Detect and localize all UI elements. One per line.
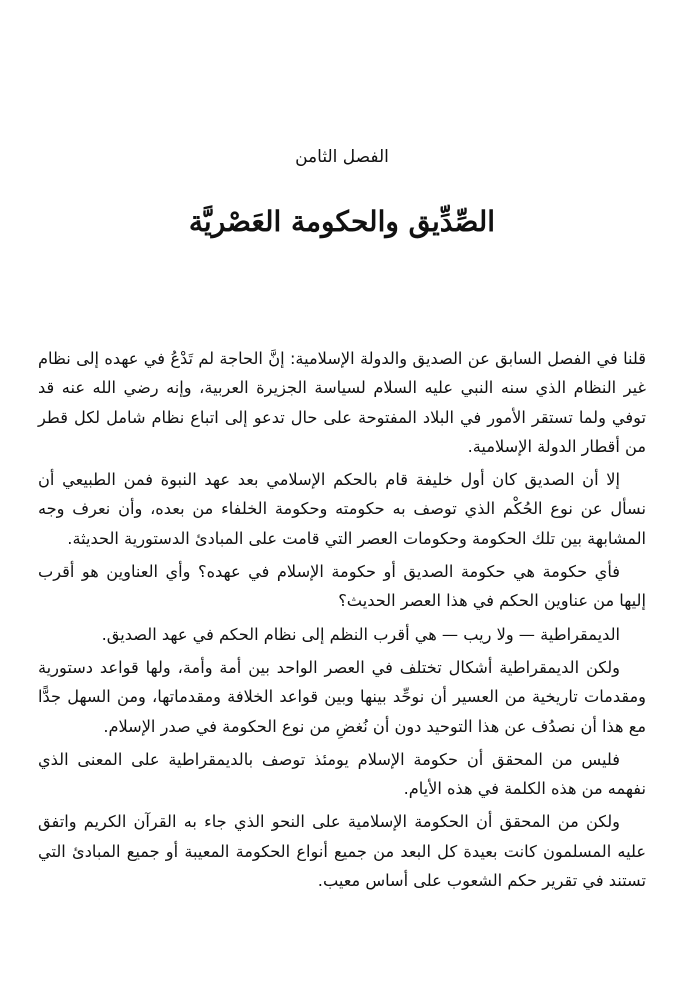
chapter-number-label: الفصل الثامن bbox=[295, 147, 389, 167]
paragraph-2: إلا أن الصديق كان أول خليفة قام بالحكم الإسلامي بعد عهد النبوة فمن الطبيعي أن نسأل عن نوع الحُكْم الذي توصف به حكومته وحكومة الخلفاء من بعده، وأن نعرف وجه المشابهة بين تلك الحكومة وحكومات العصر التي قامت على المبادئ الدستورية الحديثة. bbox=[38, 470, 646, 548]
paragraph-3: فأي حكومة هي حكومة الصديق أو حكومة الإسلام في عهده؟ وأي العناوين هو أقرب إليها من عناوين الحكم في هذا العصر الحديث؟ bbox=[38, 562, 646, 611]
chapter-body bbox=[38, 344, 646, 899]
paragraph-5: ولكن الديمقراطية أشكال تختلف في العصر الواحد بين أمة وأمة، ولها قواعد دستورية ومقدمات تاريخية من العسير أن نوحِّد بينها وبين قواعد الخلافة ومقدماتها، ومن السهل جدًّا مع هذا أن نصدُف عن هذا التوحيد دون أن نُغضِ من نوع الحكومة في صدر الإسلام. bbox=[38, 657, 646, 736]
paragraph-1: قلنا في الفصل السابق عن الصديق والدولة الإسلامية: إنَّ الحاجة لم تَدْعُ في عهده إلى نظام غير النظام الذي سنه النبي عليه السلام لسياسة الجزيرة العربية، وإنه رضي الله عنه قد توفي ولما تستقر الأمور في البلاد المفتوحة على حال تدعو إلى اتباع نظام شامل لكل قطر من أقطار الدولة الإسلامية. bbox=[38, 349, 646, 456]
chapter-title: الصِّدِّيق والحكومة العَصْريَّة bbox=[188, 205, 496, 238]
paragraph-6: فليس من المحقق أن حكومة الإسلام يومئذ توصف بالديمقراطية على المعنى الذي نفهمه من هذه الكلمة في هذه الأيام. bbox=[38, 749, 646, 799]
paragraph-7: ولكن من المحقق أن الحكومة الإسلامية على النحو الذي جاء به القرآن الكريم واتفق عليه المسلمون كانت بعيدة كل البعد من جميع أنواع الحكومة المعيبة أو جميع المبادئ التي تستند في تقرير حكم الشعوب على أساس معيب. bbox=[38, 812, 646, 891]
paragraph-4: الديمقراطية — ولا ريب — هي أقرب النظم إلى نظام الحكم في عهد الصديق. bbox=[101, 624, 620, 644]
